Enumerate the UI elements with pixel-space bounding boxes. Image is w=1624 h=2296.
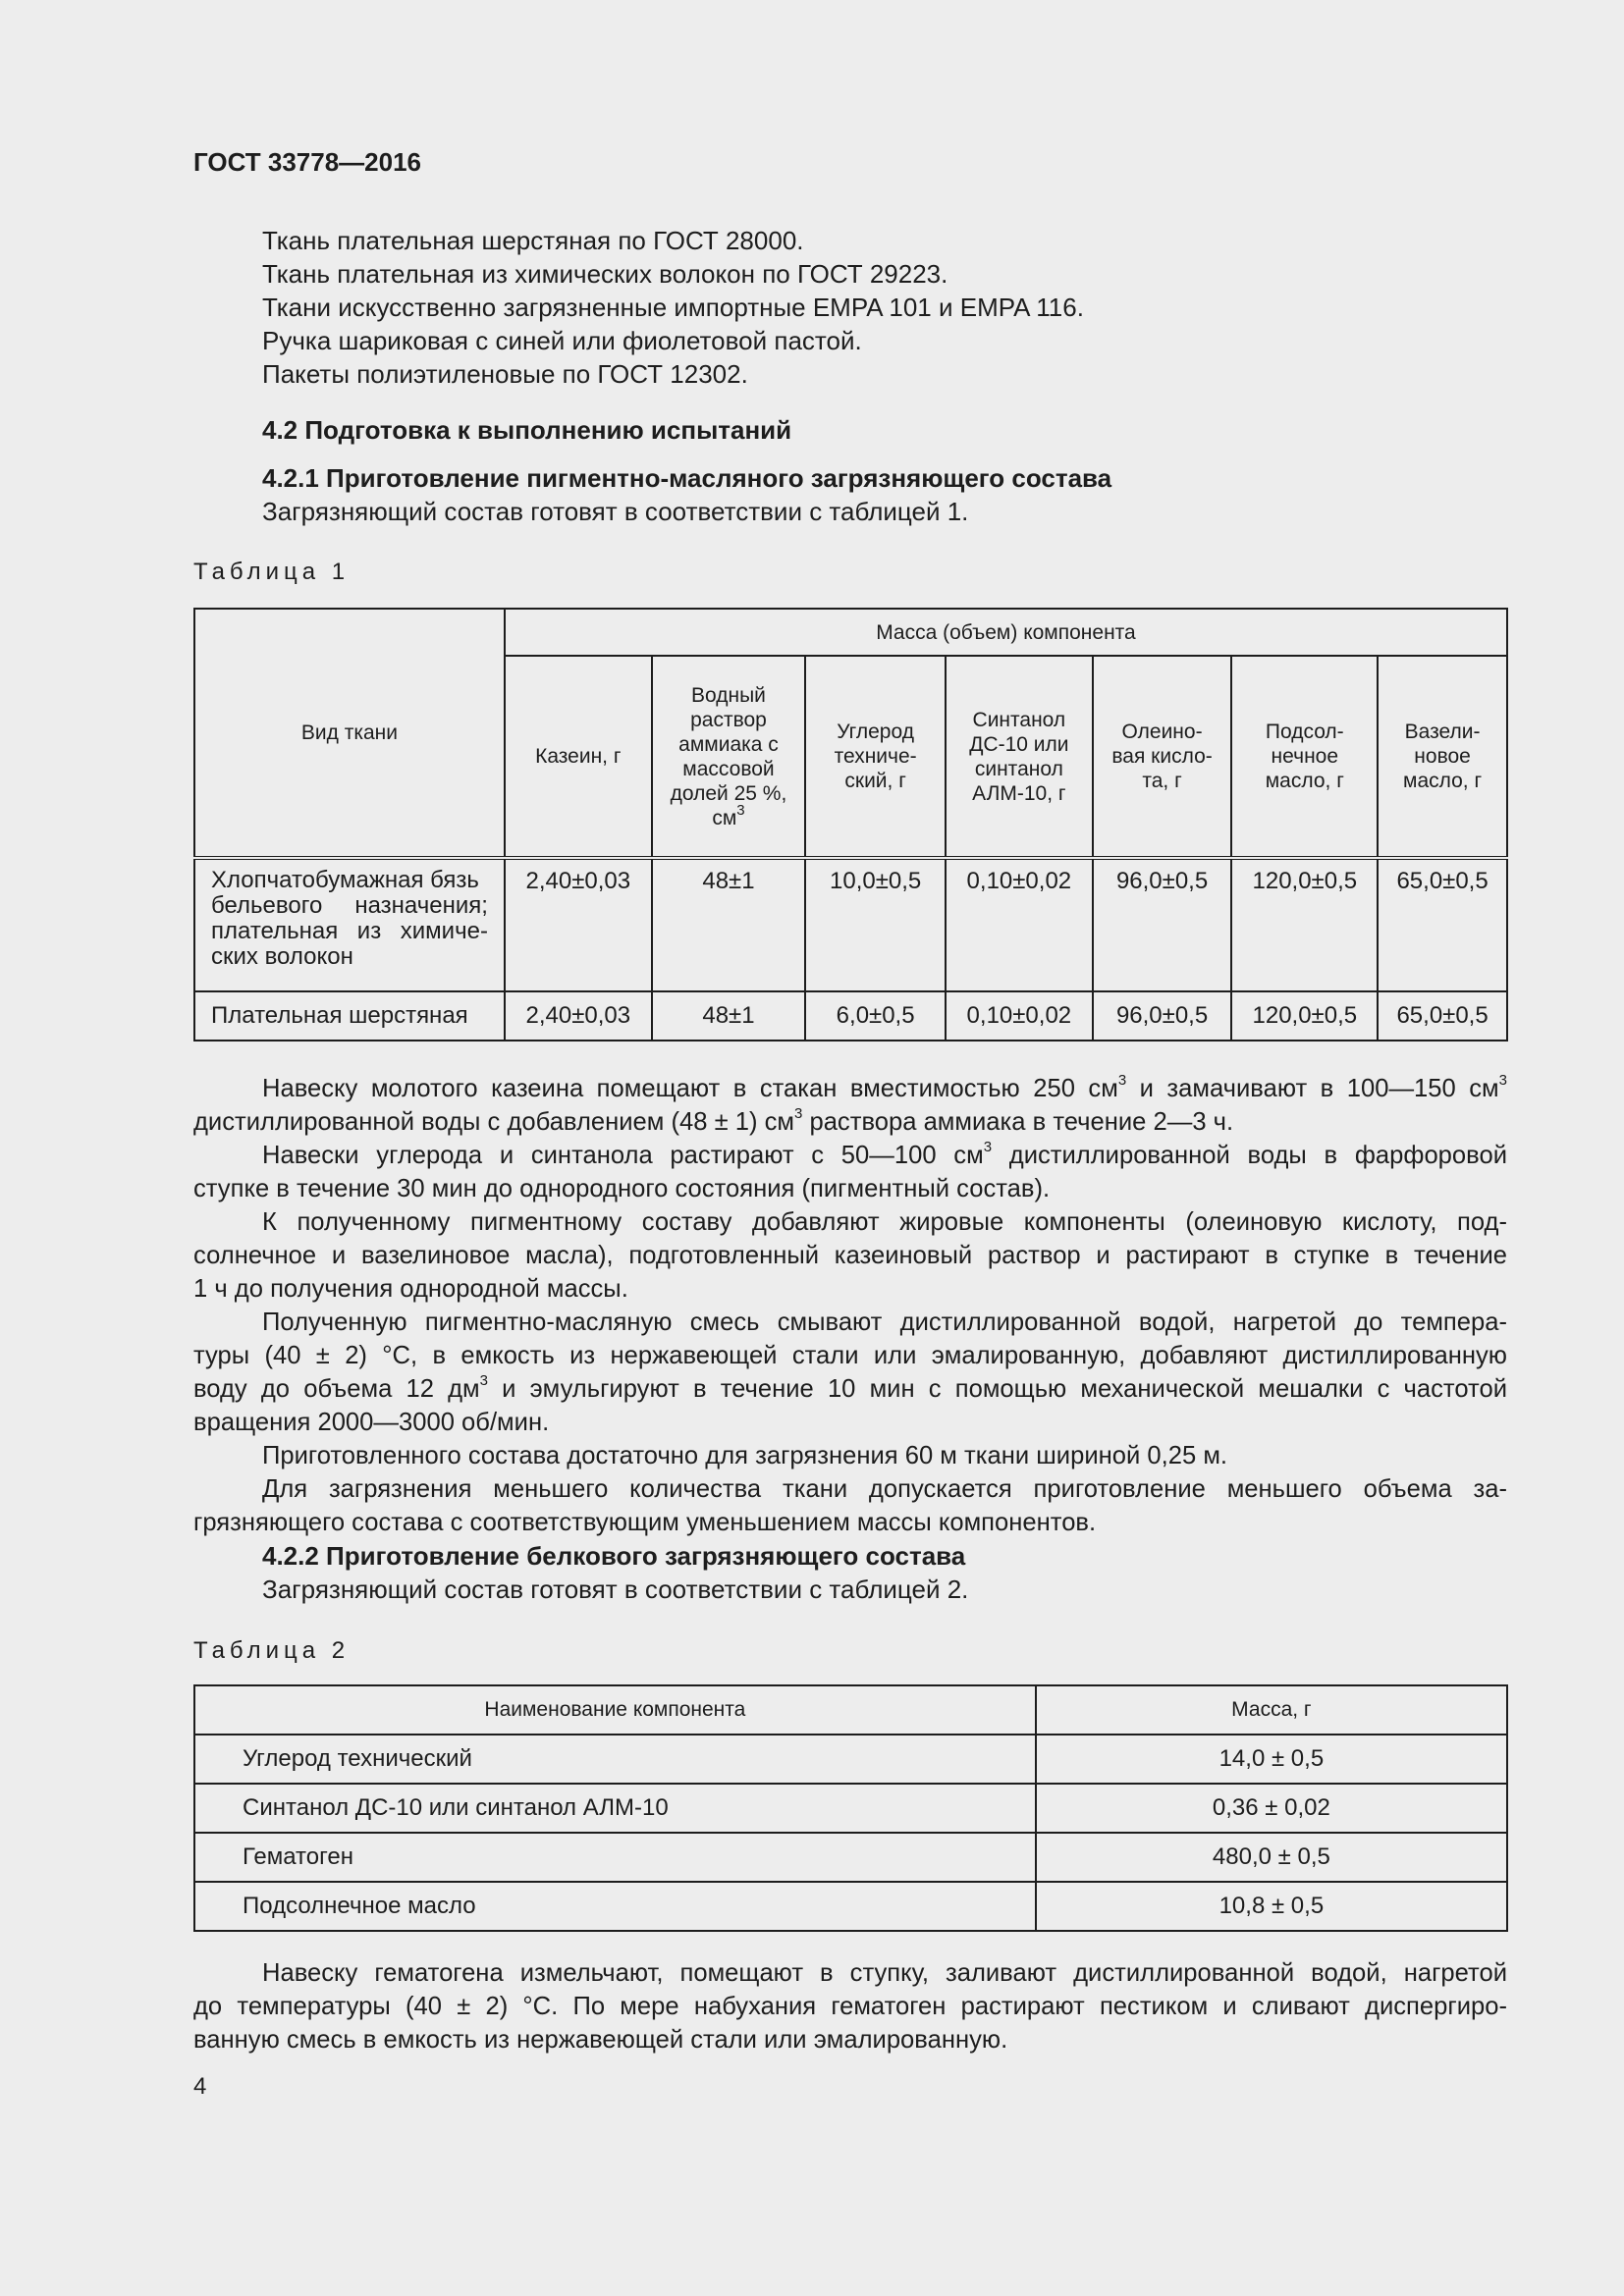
table1-col-casein: Казеин, г (505, 656, 652, 858)
table2-mass: 0,36 ± 0,02 (1036, 1784, 1507, 1833)
table2-mass: 10,8 ± 0,5 (1036, 1882, 1507, 1931)
section-heading-4-2-2: 4.2.2 Приготовление белкового загрязняющего состава (262, 1541, 966, 1571)
table2-component: Гематоген (194, 1833, 1036, 1882)
table1-cell: 48±1 (652, 858, 806, 991)
table-row (194, 1882, 1507, 1931)
text-line: Навеску молотого казеина помещают в стакан вместимостью 250 $см^3$ и замачивают в 100—150 $см^3$ (262, 1072, 1507, 1102)
table1-col-syntanol: Синтанол ДС-10 или синтанол АЛМ-10, г (946, 656, 1093, 858)
table2-component: Подсолнечное масло (194, 1882, 1036, 1931)
table1-col-vaseline-oil: Вазели- новое масло, г (1378, 656, 1507, 858)
material-item: Ткань плательная из химических волокон по ГОСТ 29223. (262, 259, 948, 289)
table-2 (193, 1684, 1508, 1932)
material-item: Пакеты полиэтиленовые по ГОСТ 12302. (262, 359, 748, 389)
table2-component: Углерод технический (194, 1735, 1036, 1784)
section-heading-4-2-1: 4.2.1 Приготовление пигментно-масляного загрязняющего состава (262, 463, 1112, 493)
table-row (194, 858, 1507, 991)
table1-row-name: Хлопчатобумажная бязь бельевого назначения; плательная из химиче- ских волокон (194, 858, 505, 991)
text-line: вращения 2000—3000 об/мин. (193, 1409, 550, 1436)
table1-cell: 0,10±0,02 (946, 858, 1093, 991)
material-item: Ткань плательная шерстяная по ГОСТ 28000. (262, 226, 804, 255)
table1-cell: 0,10±0,02 (946, 991, 1093, 1041)
table2-mass: 480,0 ± 0,5 (1036, 1833, 1507, 1882)
document-header: ГОСТ 33778—2016 (193, 147, 421, 177)
table1-cell: 96,0±0,5 (1093, 858, 1232, 991)
text-line: Приготовленного состава достаточно для загрязнения 60 м ткани шириной 0,25 м. (262, 1442, 1228, 1469)
table1-col-oleic-acid: Олеино- вая кисло- та, г (1093, 656, 1232, 858)
table1-header-fabric: Вид ткани (194, 609, 505, 858)
table1-cell: 65,0±0,5 (1378, 991, 1507, 1041)
text-line: 1 ч до получения однородной массы. (193, 1275, 628, 1303)
table1-cell: 6,0±0,5 (805, 991, 946, 1041)
table2-component: Синтанол ДС-10 или синтанол АЛМ-10 (194, 1784, 1036, 1833)
table-row (194, 1833, 1507, 1882)
text-line: грязняющего состава с соответствующим уменьшением массы компонентов. (193, 1509, 1097, 1536)
table1-col-carbon: Углерод техниче- ский, г (805, 656, 946, 858)
table1-cell: 65,0±0,5 (1378, 858, 1507, 991)
table1-col-sunflower-oil: Подсол- нечное масло, г (1231, 656, 1378, 858)
text-line: ванную смесь в емкость из нержавеющей стали или эмалированную. (193, 2026, 1008, 2054)
table2-mass: 14,0 ± 0,5 (1036, 1735, 1507, 1784)
table1-cell: 2,40±0,03 (505, 991, 652, 1041)
text-line: Навески углерода и синтанола растирают с 50—100 $см^3$ дистиллированной воды в фарфоровой (262, 1139, 1507, 1169)
table1-cell: 48±1 (652, 991, 806, 1041)
table-row (194, 1735, 1507, 1784)
text-line: Навеску гематогена измельчают, помещают в ступку, заливают дистиллированной водой, нагретой (262, 1959, 1507, 1987)
table1-caption: Таблица 1 (193, 559, 351, 585)
text-line: Полученную пигментно-масляную смесь смывают дистиллированной водой, нагретой до темпера- (262, 1308, 1507, 1336)
table2-header-name: Наименование компонента (194, 1685, 1036, 1735)
text-line: воду до объема 12 $дм^3$ и эмульгируют в течение 10 мин с помощью механической мешалки с частотой (193, 1372, 1507, 1403)
text-line: К полученному пигментному составу добавляют жировые компоненты (олеиновую кислоту, под- (262, 1208, 1507, 1236)
text-line: дистиллированной воды с добавлением (48 ± 1) $см^3$ раствора аммиака в течение 2—3 ч. (193, 1105, 1234, 1136)
table1-col-ammonia: Водный раствор аммиака с массовой долей 25 %, $см^3$ (652, 656, 806, 858)
text-line: туры (40 ± 2) °С, в емкость из нержавеющей стали или эмалированную, добавляют дистиллированную (193, 1342, 1507, 1369)
table-row (194, 991, 1507, 1041)
table1-row-name: Плательная шерстяная (194, 991, 505, 1041)
table2-caption: Таблица 2 (193, 1637, 351, 1664)
body-text-2 (193, 1956, 1507, 2056)
section-intro: Загрязняющий состав готовят в соответствии с таблицей 2. (262, 1575, 969, 1604)
section-heading-4-2: 4.2 Подготовка к выполнению испытаний (262, 415, 792, 445)
body-text-1 (193, 1072, 1507, 1539)
material-item: Ручка шариковая с синей или фиолетовой пастой. (262, 326, 862, 355)
table2-header-mass: Масса, г (1036, 1685, 1507, 1735)
page-number: 4 (193, 2073, 207, 2100)
table1-cell: 2,40±0,03 (505, 858, 652, 991)
table-row (194, 1784, 1507, 1833)
table1-cell: 96,0±0,5 (1093, 991, 1232, 1041)
material-item: Ткани искусственно загрязненные импортные EMPA 101 и EMPA 116. (262, 293, 1084, 322)
table1-cell: 120,0±0,5 (1231, 991, 1378, 1041)
section-intro: Загрязняющий состав готовят в соответствии с таблицей 1. (262, 497, 969, 526)
text-line: Для загрязнения меньшего количества ткани допускается приготовление меньшего объема за- (262, 1475, 1507, 1503)
text-line: до температуры (40 ± 2) °С. По мере набухания гематоген растирают пестиком и сливают диспергиро- (193, 1993, 1507, 2020)
table1-group-header: Масса (объем) компонента (505, 609, 1507, 656)
text-line: солнечное и вазелиновое масла), подготовленный казеиновый раствор и растирают в ступке в течение (193, 1242, 1507, 1269)
table1-cell: 10,0±0,5 (805, 858, 946, 991)
text-line: ступке в течение 30 мин до однородного состояния (пигментный состав). (193, 1175, 1051, 1202)
table-1 (193, 608, 1508, 1041)
table1-cell: 120,0±0,5 (1231, 858, 1378, 991)
